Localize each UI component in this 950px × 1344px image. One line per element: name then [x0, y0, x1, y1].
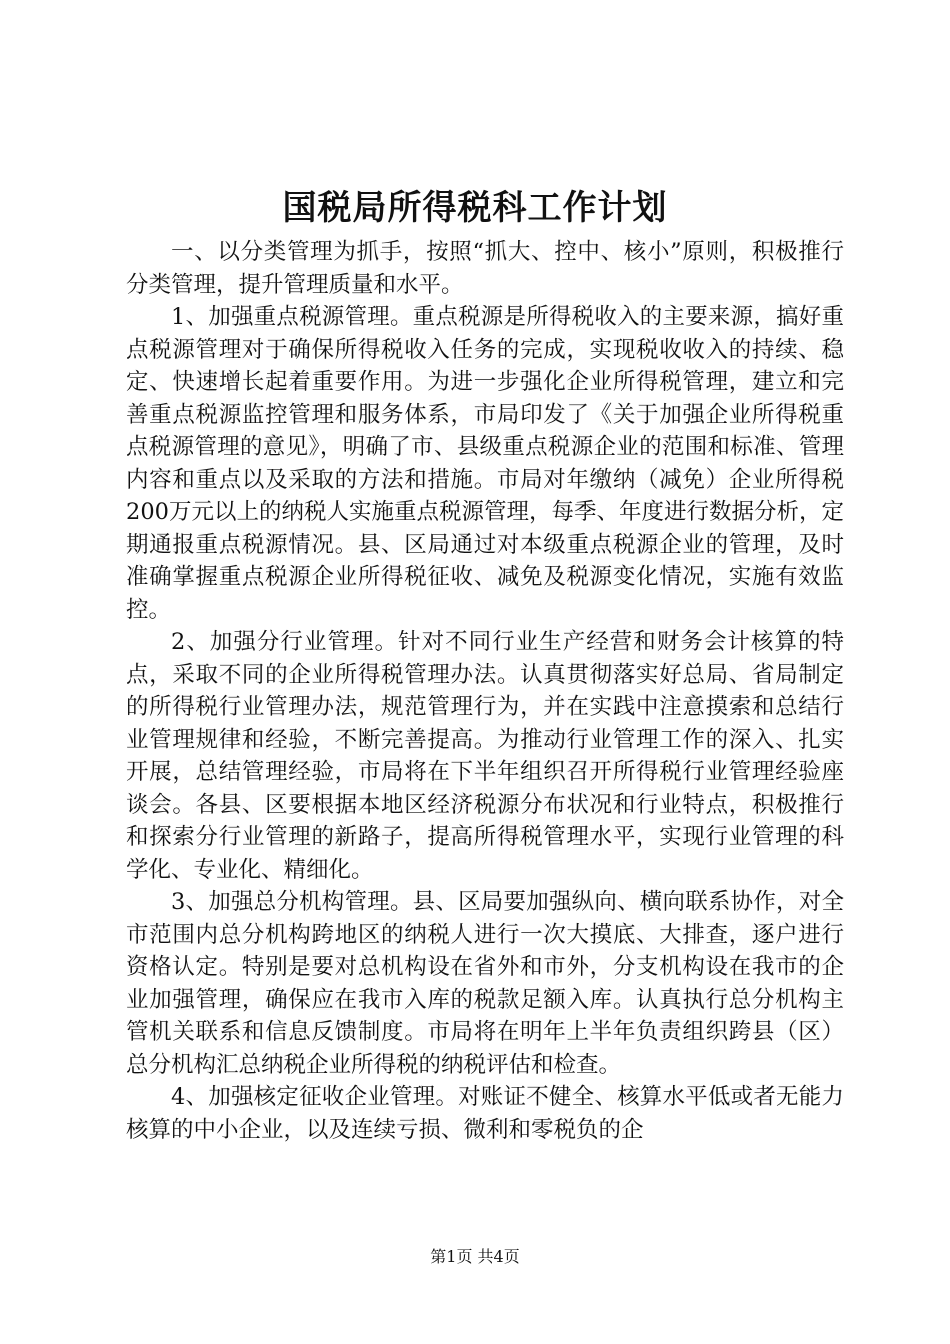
document-body — [126, 236, 844, 1146]
paragraph-item-1: 1、加强重点税源管理。重点税源是所得税收入的主要来源，搞好重点税源管理对于确保所得税收入任务的完成，实现税收收入的持续、稳定、快速增长起着重要作用。为进一步强化企业所得税管理，建立和完善重点税源监控管理和服务体系，市局印发了《关于加强企业所得税重点税源管理的意见》，明确了市、县级重点税源企业的范围和标准、管理内容和重点以及采取的方法和措施。市局对年缴纳（减免）企业所得税200万元以上的纳税人实施重点税源管理，每季、年度进行数据分析，定期通报重点税源情况。县、区局通过对本级重点税源企业的管理，及时准确掌握重点税源企业所得税征收、减免及税源变化情况，实施有效监控。 — [126, 304, 844, 623]
paragraph-item-4: 4、加强核定征收企业管理。对账证不健全、核算水平低或者无能力核算的中小企业，以及连续亏损、微利和零税负的企 — [126, 1084, 844, 1143]
paragraph-item-3: 3、加强总分机构管理。县、区局要加强纵向、横向联系协作，对全市范围内总分机构跨地区的纳税人进行一次大摸底、大排查，逐户进行资格认定。特别是要对总机构设在省外和市外，分支机构设在我市的企业加强管理，确保应在我市入库的税款足额入库。认真执行总分机构主管机关联系和信息反馈制度。市局将在明年上半年负责组织跨县（区）总分机构汇总纳税企业所得税的纳税评估和检查。 — [126, 889, 844, 1078]
page-number-footer: 第1页 共4页 — [430, 1247, 520, 1266]
document-title: 国税局所得税科工作计划 — [282, 188, 668, 228]
paragraph-item-2: 2、加强分行业管理。针对不同行业生产经营和财务会计核算的特点，采取不同的企业所得税管理办法。认真贯彻落实好总局、省局制定的所得税行业管理办法，规范管理行为，并在实践中注意摸索和总结行业管理规律和经验，不断完善提高。为推动行业管理工作的深入、扎实开展，总结管理经验，市局将在下半年组织召开所得税行业管理经验座谈会。各县、区要根据本地区经济税源分布状况和行业特点，积极推行和探索分行业管理的新路子，提高所得税管理水平，实现行业管理的科学化、专业化、精细化。 — [126, 629, 844, 883]
paragraph-section-one: 一、以分类管理为抓手，按照“抓大、控中、核小”原则，积极推行分类管理，提升管理质量和水平。 — [126, 239, 844, 298]
